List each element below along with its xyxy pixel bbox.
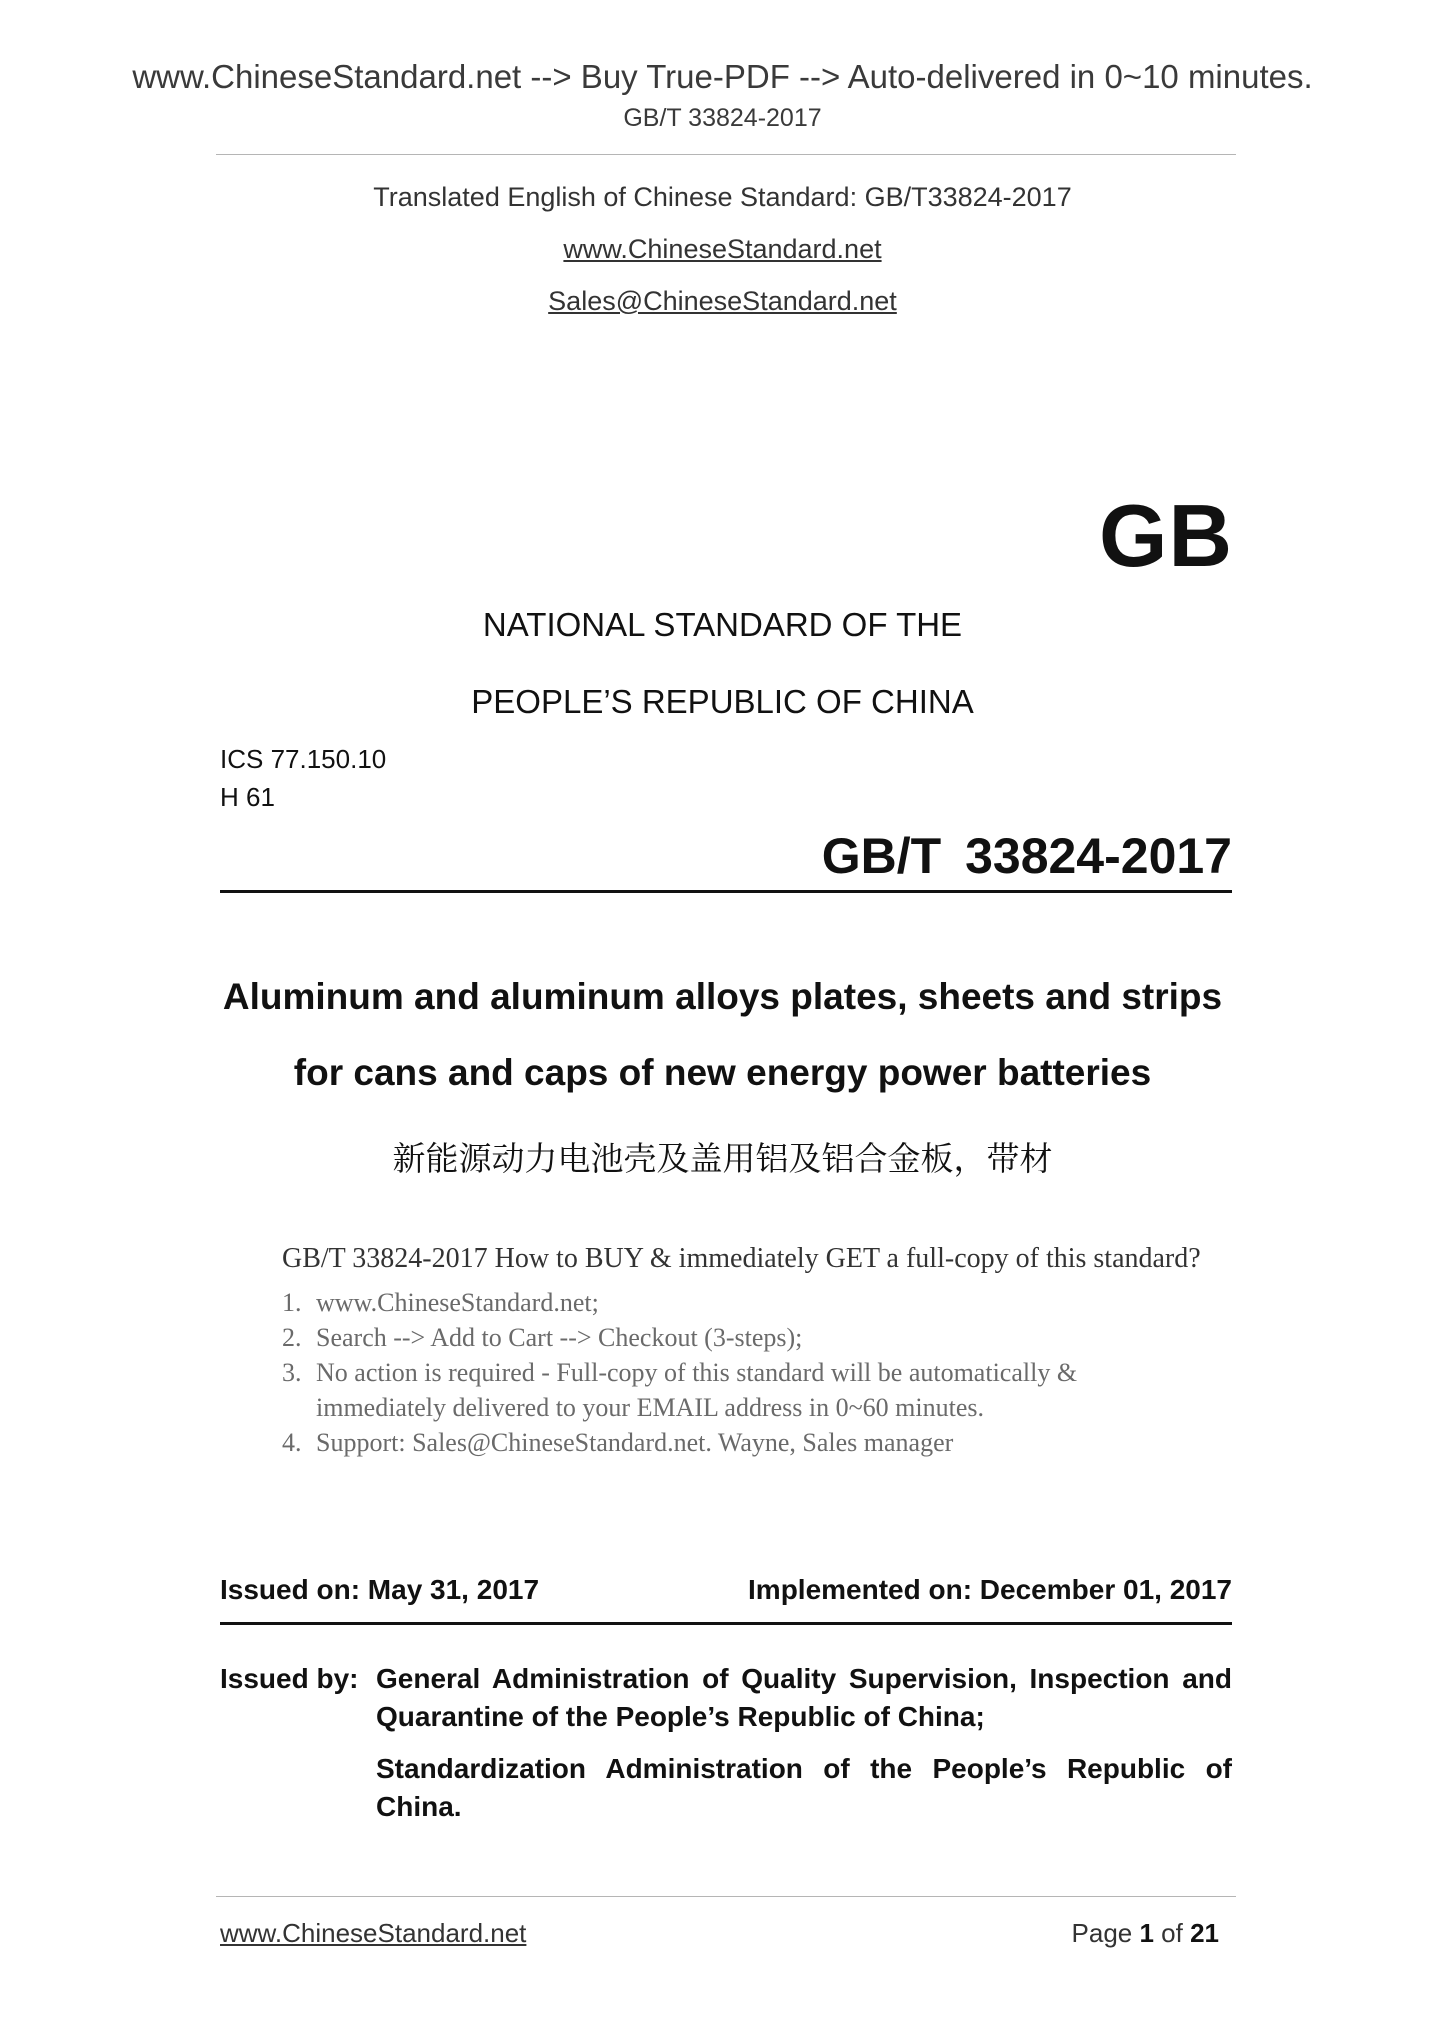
total-pages: 21 — [1190, 1918, 1219, 1948]
buy-step — [282, 1425, 1222, 1460]
issued-date: Issued on: May 31, 2017 — [220, 1574, 540, 1605]
step-number: 2. — [282, 1323, 302, 1352]
title-chinese: 新能源动力电池壳及盖用铝及铝合金板，带材 — [392, 1139, 1053, 1178]
dates-divider — [220, 1622, 1232, 1625]
top-banner: www.ChineseStandard.net --> Buy True-PDF --> Auto-delivered in 0~10 minutes. — [132, 58, 1313, 95]
footer-website-link[interactable]: www.ChineseStandard.net — [220, 1918, 527, 1948]
translation-line: Translated English of Chinese Standard: GB/T33824-2017 — [373, 182, 1072, 212]
step-text: Search --> Add to Cart --> Checkout (3-steps); — [316, 1323, 803, 1352]
national-standard-line1: NATIONAL STANDARD OF THE — [482, 606, 963, 643]
issued-by-label: Issued by: — [220, 1663, 359, 1694]
step-text: immediately delivered to your EMAIL address in 0~60 minutes. — [316, 1393, 985, 1422]
standard-code: GB/T 33824-2017 — [821, 828, 1232, 884]
email-link[interactable]: Sales@ChineseStandard.net — [548, 286, 897, 316]
buy-step — [282, 1320, 1222, 1355]
national-standard-line2: PEOPLE’S REPUBLIC OF CHINA — [471, 683, 974, 720]
buy-step — [282, 1285, 1222, 1320]
buy-step-continuation — [282, 1390, 1222, 1425]
footer-divider — [216, 1896, 1236, 1897]
issuer-row — [220, 1660, 1232, 1736]
issued-by-section — [220, 1660, 1232, 1826]
how-to-buy-box — [282, 1243, 1222, 1460]
dates-row — [220, 1574, 1232, 1606]
how-to-buy-steps — [282, 1285, 1222, 1460]
ics-code: ICS 77.150.10 — [220, 744, 387, 774]
implemented-date: Implemented on: December 01, 2017 — [748, 1574, 1232, 1605]
code-divider — [220, 890, 1232, 893]
translation-website-row — [0, 234, 1445, 265]
step-text: Support: Sales@ChineseStandard.net. Wayne, Sales manager — [316, 1428, 954, 1457]
how-to-buy-heading: GB/T 33824-2017 How to BUY & immediately GET a full-copy of this standard? — [282, 1243, 1201, 1274]
issuer-2: Standardization Administration of the People’s Republic of China. — [376, 1753, 1232, 1822]
page-number: Page 1 of 21 — [1071, 1918, 1219, 1948]
current-page: 1 — [1139, 1918, 1154, 1948]
title-english-line2: for cans and caps of new energy power batteries — [293, 1052, 1152, 1093]
translation-email-row — [0, 286, 1445, 317]
issuer-1: General Administration of Quality Supervision, Inspection and Quarantine of the People’s Republic of China; — [376, 1663, 1232, 1732]
header-divider — [216, 154, 1236, 155]
buy-step — [282, 1355, 1222, 1390]
step-text: No action is required - Full-copy of this standard will be automatically & — [316, 1358, 1078, 1387]
header-standard-code: GB/T 33824-2017 — [623, 104, 822, 132]
step-number: 3. — [282, 1358, 302, 1387]
step-number: 4. — [282, 1428, 302, 1457]
class-code: H 61 — [220, 782, 275, 812]
step-text: www.ChineseStandard.net; — [316, 1288, 599, 1317]
website-link[interactable]: www.ChineseStandard.net — [563, 234, 882, 264]
gb-logo: GB — [1099, 486, 1233, 585]
step-number: 1. — [282, 1288, 302, 1317]
title-english-line1: Aluminum and aluminum alloys plates, sheets and strips — [222, 976, 1223, 1017]
